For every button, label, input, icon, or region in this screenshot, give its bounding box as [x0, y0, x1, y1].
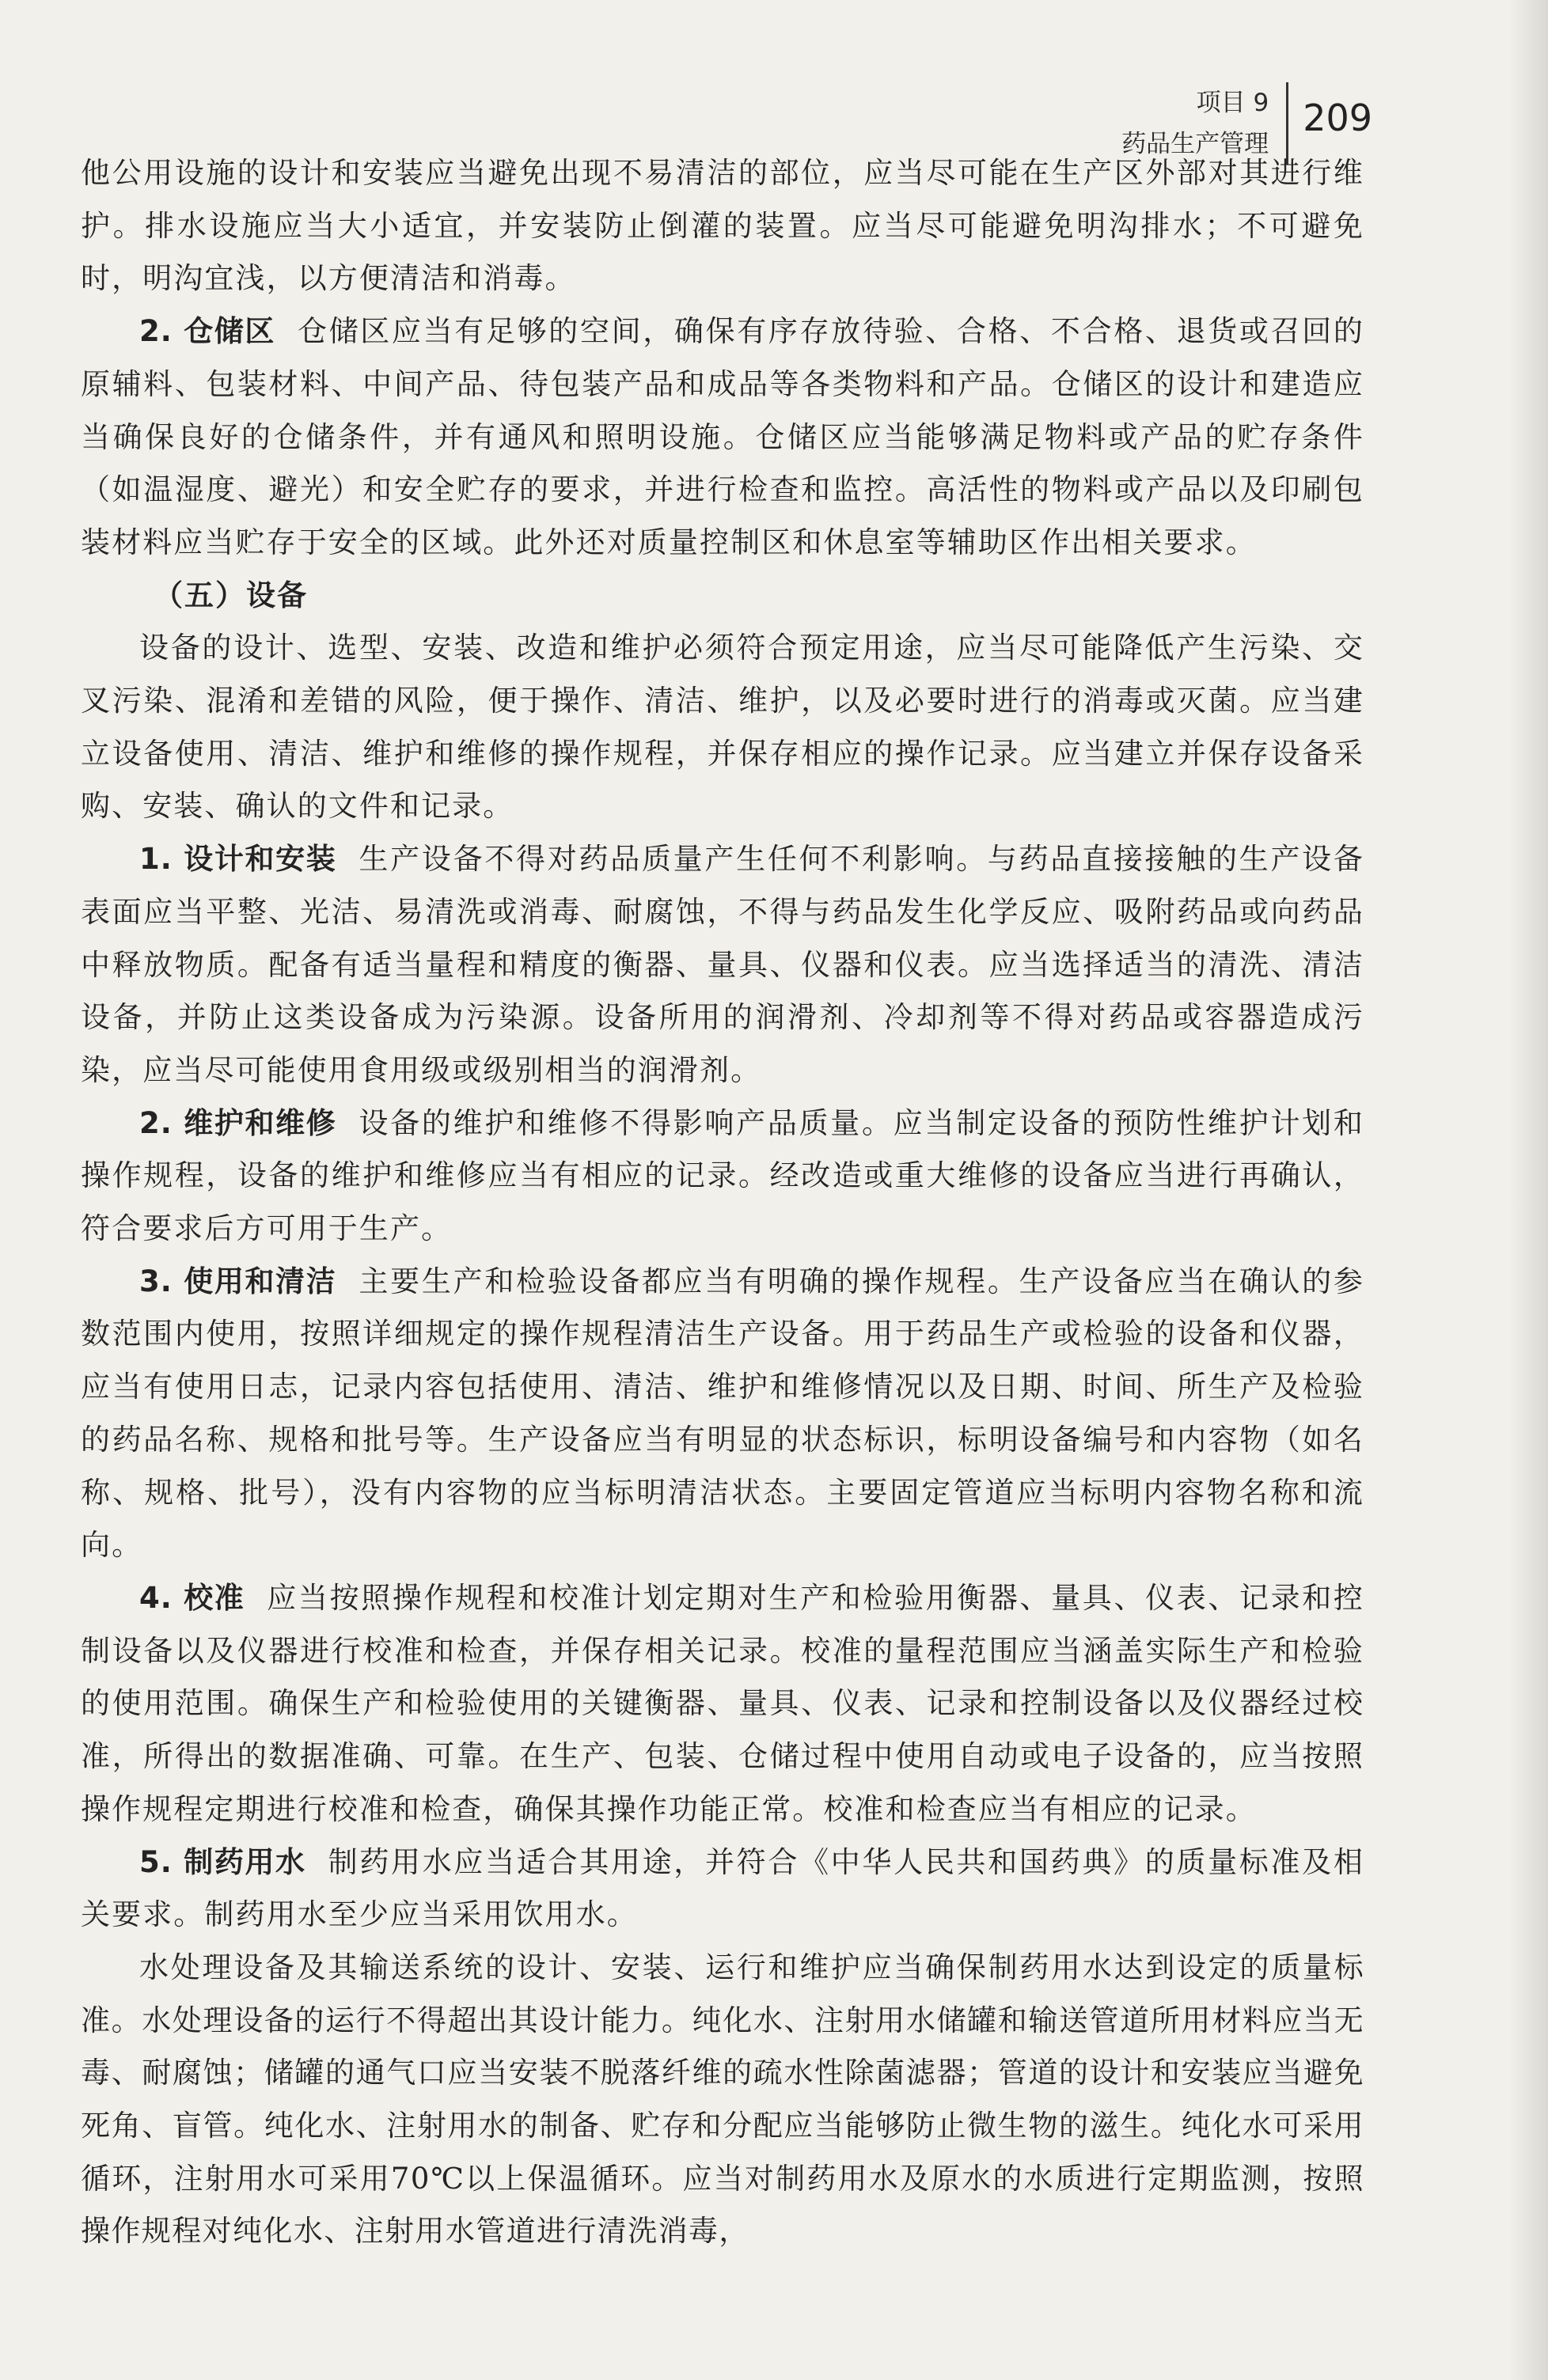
storage-text: 仓储区应当有足够的空间，确保有序存放待验、合格、不合格、退货或召回的原辅料、包装材料、中间产品、待包装产品和成品等各类物料和产品。仓储区的设计和建造应当确保良好的仓储条件，并有通风和照明设施。仓储区应当能够满足物料或产品的贮存条件（如温湿度、避光）和安全贮存的要求，并进行检查和监控。高活性的物料或产品以及印刷包装材料应当贮存于安全的区域。此外还对质量控制区和休息室等辅助区作出相关要求。: [81, 314, 1364, 559]
calibration-text: 应当按照操作规程和校准计划定期对生产和检验用衡器、量具、仪表、记录和控制设备以及仪器进行校准和检查，并保存相关记录。校准的量程范围应当涵盖实际生产和检验的使用范围。确保生产和检验使用的关键衡器、量具、仪表、记录和控制设备以及仪器经过校准，所得出的数据准确、可靠。在生产、包装、仓储过程中使用自动或电子设备的，应当按照操作规程定期进行校准和检查，确保其操作功能正常。校准和检查应当有相应的记录。: [81, 1580, 1365, 1826]
use-cleaning-text: 主要生产和检验设备都应当有明确的操作规程。生产设备应当在确认的参数范围内使用，按照详细规定的操作规程清洁生产设备。用于药品生产或检验的设备和仪器，应当有使用日志，记录内容包括使用、清洁、维护和维修情况以及日期、时间、所生产及检验的药品名称、规格和批号等。生产设备应当有明显的状态标识，标明设备编号和内容物（如名称、规格、批号），没有内容物的应当标明清洁状态。主要固定管道应当标明内容物名称和流向。: [81, 1264, 1364, 1563]
calibration-title: 4. 校准: [139, 1580, 245, 1615]
paragraph-storage: [81, 305, 1364, 570]
paragraph-equipment-intro: 设备的设计、选型、安装、改造和维护必须符合预定用途，应当尽可能降低产生污染、交叉污染、混淆和差错的风险，便于操作、清洁、维护，以及必要时进行的消毒或灭菌。应当建立设备使用、清洁、维护和维修的操作规程，并保存相应的操作记录。应当建立并保存设备采购、安装、确认的文件和记录。: [81, 631, 1364, 824]
use-cleaning-title: 3. 使用和清洁: [139, 1264, 337, 1298]
page-number: 209: [1303, 97, 1372, 139]
page-body: [81, 147, 1364, 2258]
maintenance-title: 2. 维护和维修: [139, 1105, 337, 1140]
header-chapter: 药品生产管理: [1121, 130, 1269, 158]
section-heading-equipment: （五）设备: [154, 578, 308, 612]
header-project: 项目 9: [1196, 89, 1269, 117]
water-text: 制药用水应当适合其用途，并符合《中华人民共和国药典》的质量标准及相关要求。制药用水至少应当采用饮用水。: [81, 1844, 1364, 1932]
paragraph-water-system: 水处理设备及其输送系统的设计、安装、运行和维护应当确保制药用水达到设定的质量标准。水处理设备的运行不得超出其设计能力。纯化水、注射用水储罐和输送管道所用材料应当无毒、耐腐蚀；储罐的通气口应当安装不脱落纤维的疏水性除菌滤器；管道的设计和安装应当避免死角、盲管。纯化水、注射用水的制备、贮存和分配应当能够防止微生物的滋生。纯化水可采用循环，注射用水可采用70℃以上保温循环。应当对制药用水及原水的水质进行定期监测，按照操作规程对纯化水、注射用水管道进行清洗消毒，: [81, 1950, 1364, 2249]
paragraph-intro: 他公用设施的设计和安装应当避免出现不易清洁的部位，应当尽可能在生产区外部对其进行维护。排水设施应当大小适宜，并安装防止倒灌的装置。应当尽可能避免明沟排水；不可避免时，明沟宜浅，以方便清洁和消毒。: [81, 156, 1364, 296]
design-text: 生产设备不得对药品质量产生任何不利影响。与药品直接接触的生产设备表面应当平整、光洁、易清洗或消毒、耐腐蚀，不得与药品发生化学反应、吸附药品或向药品中释放物质。配备有适当量程和精度的衡器、量具、仪器和仪表。应当选择适当的清洗、清洁设备，并防止这类设备成为污染源。设备所用的润滑剂、冷却剂等不得对药品或容器造成污染，应当尽可能使用食用级或级别相当的润滑剂。: [81, 842, 1364, 1087]
design-title: 1. 设计和安装: [139, 842, 337, 877]
paragraph-design: [81, 833, 1364, 1097]
paragraph-use-cleaning: [81, 1256, 1364, 1572]
paragraph-water: [81, 1836, 1364, 1942]
storage-title: 2. 仓储区: [139, 314, 275, 349]
paragraph-maintenance: [81, 1097, 1364, 1256]
page-edge-shadow: [1508, 0, 1548, 2380]
paragraph-calibration: [81, 1572, 1364, 1836]
water-title: 5. 制药用水: [139, 1844, 306, 1879]
maintenance-text: 设备的维护和维修不得影响产品质量。应当制定设备的预防性维护计划和操作规程，设备的维护和维修应当有相应的记录。经改造或重大维修的设备应当进行再确认，符合要求后方可用于生产。: [81, 1105, 1364, 1246]
